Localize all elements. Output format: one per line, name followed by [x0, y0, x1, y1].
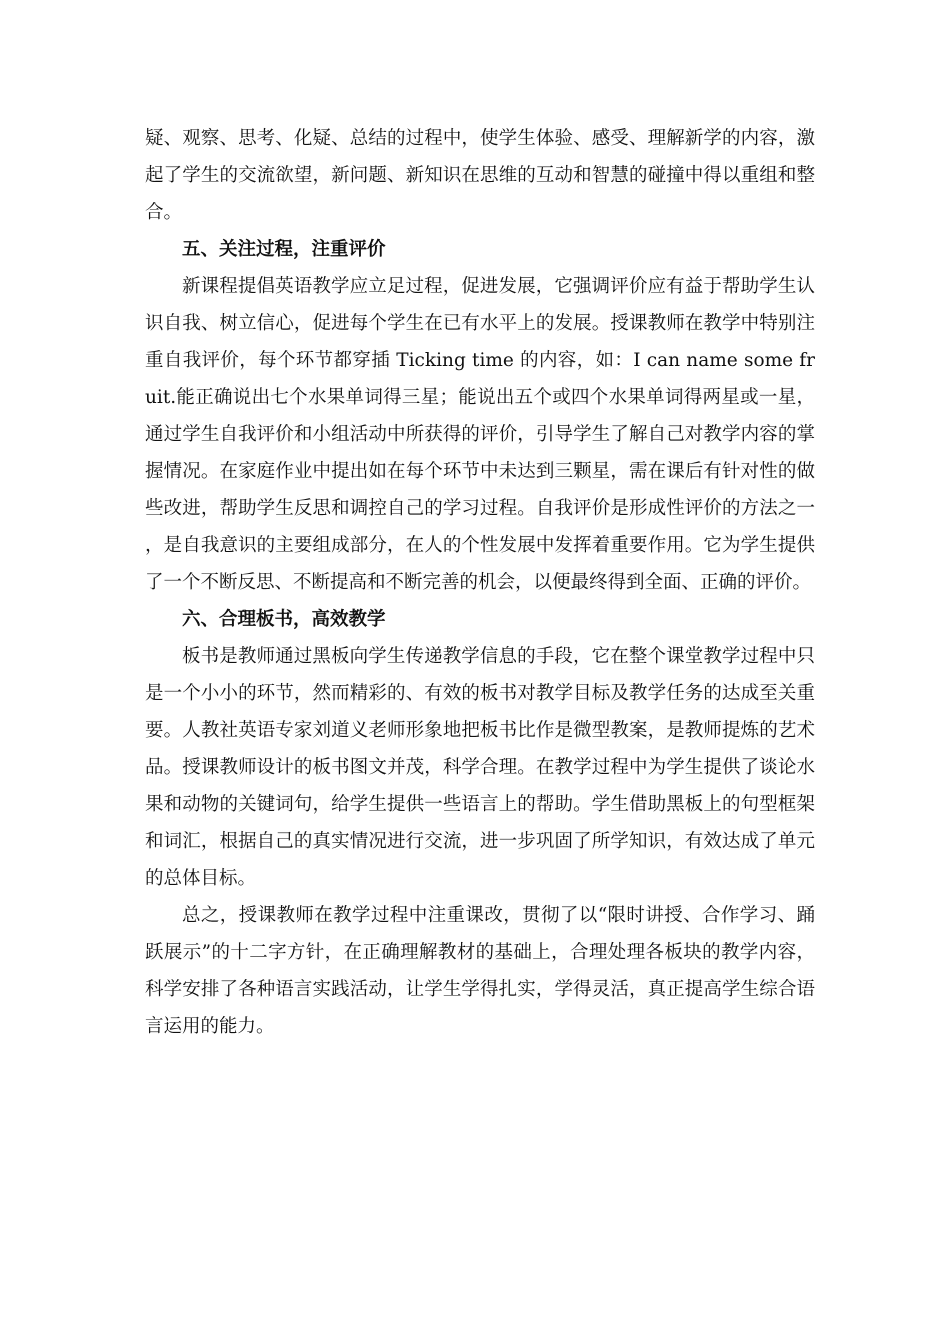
paragraph-evaluation: 新课程提倡英语教学应立足过程，促进发展，它强调评价应有益于帮助学生认识自我、树立信心，促进每个学生在已有水平上的发展。授课教师在教学中特别注重自我评价，每个环节都穿插 Ticking time 的内容，如：I can name some fruit.能正确说出七个水果单词得三星；能说出五个或四个水果单词得两星或一星，通过学生自我评价和小组活动中所获得的评价，引导学生了解自己对教学内容的掌握情况。在家庭作业中提出如在每个环节中未达到三颗星，需在课后有针对性的做些改进，帮助学生反思和调控自己的学习过程。自我评价是形成性评价的方法之一，是自我意识的主要组成部分，在人的个性发展中发挥着重要作用。它为学生提供了一个不断反思、不断提高和不断完善的机会，以便最终得到全面、正确的评价。 — [145, 276, 815, 593]
paragraph-conclusion: 总之，授课教师在教学过程中注重课改，贯彻了以“限时讲授、合作学习、踊跃展示”的十二字方针，在正确理解教材的基础上，合理处理各板块的教学内容，科学安排了各种语言实践活动，让学生学得扎实，学得灵活，真正提高学生综合语言运用的能力。 — [145, 905, 815, 1037]
paragraph-blackboard: 板书是教师通过黑板向学生传递教学信息的手段，它在整个课堂教学过程中只是一个小小的环节，然而精彩的、有效的板书对教学目标及教学任务的达成至关重要。人教社英语专家刘道义老师形象地把板书比作是微型教案，是教师提炼的艺术品。授课教师设计的板书图文并茂，科学合理。在教学过程中为学生提供了谈论水果和动物的关键词句，给学生提供一些语言上的帮助。学生借助黑板上的句型框架和词汇，根据自己的真实情况进行交流，进一步巩固了所学知识，有效达成了单元的总体目标。 — [145, 646, 815, 889]
paragraph-continuation: 疑、观察、思考、化疑、总结的过程中，使学生体验、感受、理解新学的内容，激起了学生的交流欲望，新问题、新知识在思维的互动和智慧的碰撞中得以重组和整合。 — [145, 128, 815, 223]
section-heading-5: 五、关注过程，注重评价 — [182, 239, 386, 260]
section-heading-6: 六、合理板书，高效教学 — [182, 609, 386, 630]
document-body — [145, 120, 815, 1045]
